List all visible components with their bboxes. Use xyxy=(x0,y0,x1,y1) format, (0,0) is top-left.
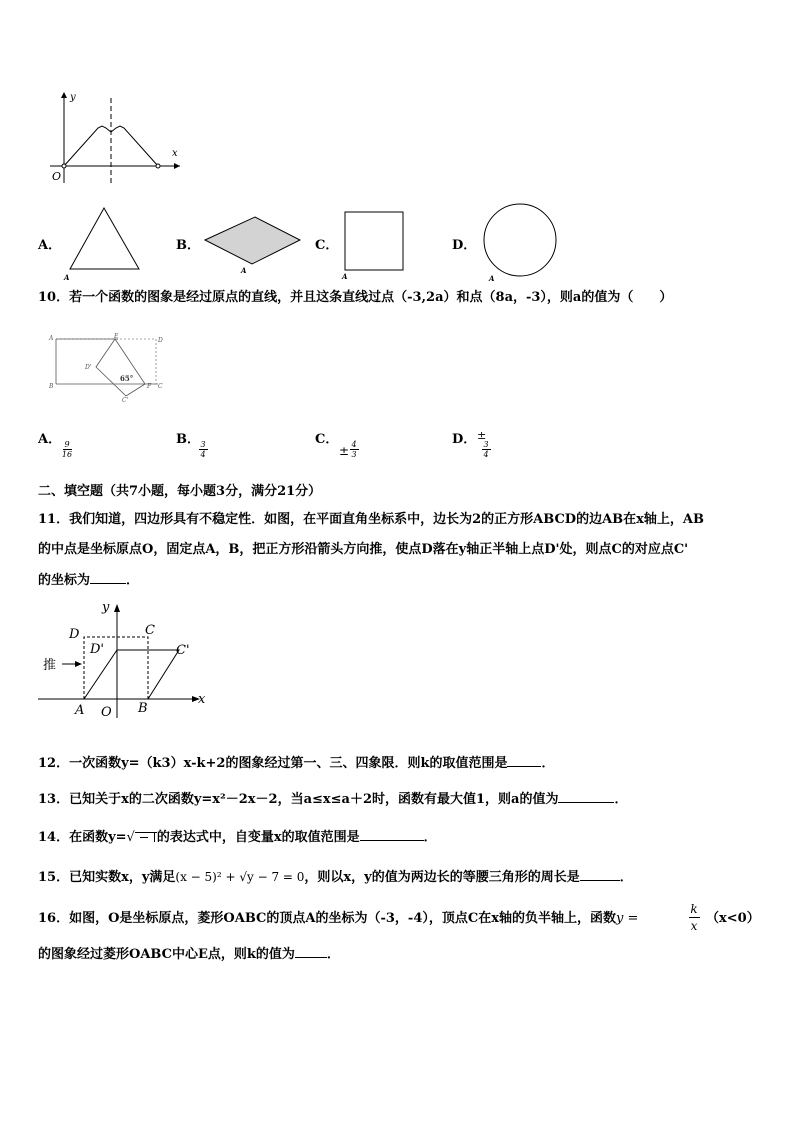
rhombus-figure xyxy=(200,212,305,274)
q10-text: 10．若一个函数的图象是经过原点的直线，并且这条直线过点（-3,2a）和点（8a，-3），则a的值为（ ） xyxy=(38,290,673,305)
q10-option-d-sign: ± xyxy=(477,429,487,442)
q10-option-b-letter[interactable]: B． xyxy=(176,432,200,447)
q14-line: 14．在函数y=√ 的表达式中，自变量x的取值范围是 ． xyxy=(38,830,437,845)
function-graph xyxy=(40,88,190,188)
q11-answer-blank[interactable] xyxy=(90,571,126,584)
q11-line-1: 11．我们知道，四边形具有不稳定性．如图，在平面直角坐标系中，边长为2的正方形ABCD的边AB在x轴上，AB xyxy=(38,512,704,527)
q14-answer-blank[interactable] xyxy=(360,828,424,841)
q12-line: 12．一次函数y=（k3）x-k+2的图象经过第一、三、四象限．则k的取值范围是 ． xyxy=(38,756,555,771)
q11-fig-o: O xyxy=(101,705,112,720)
q13-answer-blank[interactable] xyxy=(558,790,614,803)
q11-fig-d-prime: D' xyxy=(90,642,104,657)
q16-condition: （x<0） xyxy=(706,911,760,926)
rect-label-c-prime: C' xyxy=(122,397,129,404)
q11-fig-a: A xyxy=(75,703,85,718)
rect-angle-label: 65° xyxy=(120,374,134,383)
square-vertex-label: A xyxy=(342,272,348,281)
q16-line-1: 16．如图，O是坐标原点，菱形OABC的顶点A的坐标为（-3，-4），顶点C在x轴的负半轴上，函数y = xyxy=(38,911,639,926)
q10-option-a-letter[interactable]: A． xyxy=(38,432,62,447)
q10-option-a-fraction: 9 16 xyxy=(61,440,73,459)
q16-fraction: k x xyxy=(690,902,698,933)
rect-label-c: C xyxy=(158,383,163,390)
q16-y-eq: y = xyxy=(615,911,639,926)
q9-option-d-letter[interactable]: D． xyxy=(452,238,477,253)
q9-option-a-letter[interactable]: A． xyxy=(38,238,62,253)
q10-option-d-fraction: 3 4 xyxy=(483,440,489,459)
q9-option-c-letter[interactable]: C． xyxy=(315,238,339,253)
rect-label-d: D xyxy=(158,337,163,344)
rect-label-b: B xyxy=(49,383,54,390)
q11-line-3: 的坐标为 ． xyxy=(38,573,140,588)
q10-option-c-letter[interactable]: C． xyxy=(315,432,339,447)
q15-line: 15．已知实数x，y满足(x − 5)² + √y − 7 = 0，则以x，y的值为两边长的等腰三角形的周长是 ． xyxy=(38,870,633,885)
q11-fig-d: D xyxy=(69,627,80,642)
triangle-vertex-label: A xyxy=(64,273,70,282)
q13-line: 13．已知关于x的二次函数y=x²－2x－2，当a≤x≤a＋2时，函数有最大值1，则a的值为 ． xyxy=(38,792,628,807)
q11-fig-y: y xyxy=(102,600,110,615)
parallelogram-figure xyxy=(38,598,213,723)
rect-label-a: A xyxy=(49,335,54,342)
q9-option-b-letter[interactable]: B． xyxy=(176,238,200,253)
q11-fig-c: C xyxy=(145,623,155,638)
graph-y-label: y xyxy=(70,92,76,103)
q12-answer-blank[interactable] xyxy=(507,754,541,767)
circle-figure xyxy=(478,200,563,285)
q11-fig-b: B xyxy=(138,701,148,716)
sqrt-expression: √ xyxy=(127,829,157,847)
graph-x-label: x xyxy=(172,148,178,159)
triangle-figure xyxy=(62,206,147,281)
rect-label-f: F xyxy=(147,383,152,390)
square-figure xyxy=(340,210,410,280)
q15-formula: (x − 5)² + √y − 7 = 0 xyxy=(175,870,305,884)
graph-origin-label: O xyxy=(52,170,62,183)
section-2-heading: 二、填空题（共7小题，每小题3分，满分21分） xyxy=(38,484,322,499)
circle-vertex-label: A xyxy=(489,274,495,283)
rect-label-e: E xyxy=(114,333,119,340)
q10-option-c-sign: ± xyxy=(339,444,350,458)
q11-line-2: 的中点是坐标原点O，固定点A，B，把正方形沿箭头方向推，使点D落在y轴正半轴上点D'处，则点C的对应点C' xyxy=(38,542,689,557)
q11-fig-push: 推 xyxy=(43,658,57,673)
q10-option-d-letter[interactable]: D． xyxy=(452,432,477,447)
q10-option-b-fraction: 3 4 xyxy=(200,440,206,459)
q16-answer-blank[interactable] xyxy=(295,945,327,958)
q11-fig-c-prime: C' xyxy=(176,643,190,658)
q10-option-c-fraction: 4 3 xyxy=(351,440,357,459)
rect-label-d-prime: D' xyxy=(85,364,92,371)
rhombus-vertex-label: A xyxy=(241,266,247,275)
q11-fig-x: x xyxy=(198,692,206,707)
q15-answer-blank[interactable] xyxy=(580,868,620,881)
folded-rectangle-figure xyxy=(48,333,168,403)
q16-line-2: 的图象经过菱形OABC中心E点，则k的值为 ． xyxy=(38,947,340,962)
